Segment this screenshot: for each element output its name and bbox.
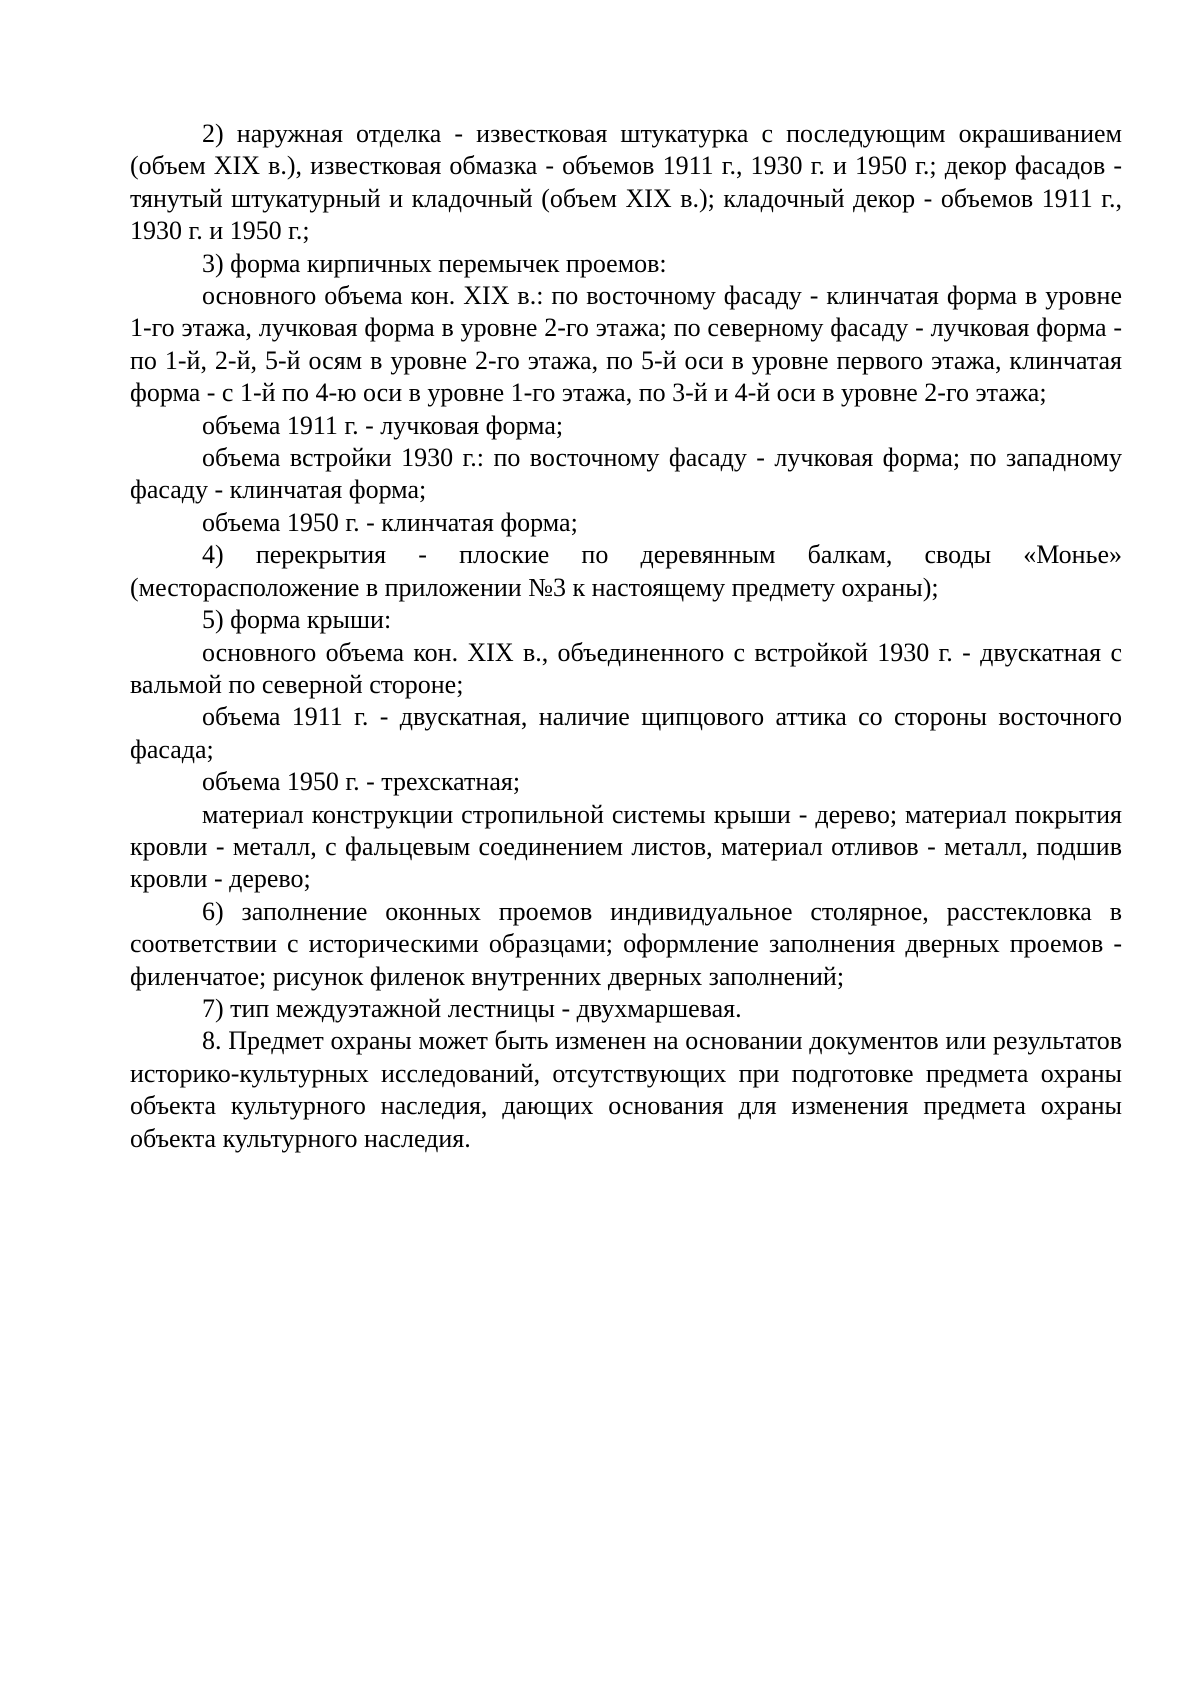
paragraph-lintel-1930: объема встройки 1930 г.: по восточному фасаду - лучковая форма; по западному фасаду - клинчатая форма; [130, 443, 1122, 505]
paragraph-floors: 4) перекрытия - плоские по деревянным балкам, своды «Монье» (месторасположение в приложении №3 к настоящему предмету охраны); [130, 540, 1122, 602]
paragraph-exterior-finish: 2) наружная отделка - известковая штукатурка с последующим окрашиванием (объем XIX в.), известковая обмазка - объемов 1911 г., 1930 г. и 1950 г.; декор фасадов - тянутый штукатурный и кладочный (объем XIX в.); кладочный декор - объемов 1911 г., 1930 г. и 1950 г.; [130, 119, 1122, 246]
paragraph-lintel-main-volume: основного объема кон. XIX в.: по восточному фасаду - клинчатая форма в уровне 1-го этажа, лучковая форма в уровне 2-го этажа; по северному фасаду - лучковая форма - по 1-й, 2-й, 5-й осям в уровне 2-го этажа, по 5-й оси в уровне первого этажа, клинчатая форма - с 1-й по 4-ю оси в уровне 1-го этажа, по 3-й и 4-й оси в уровне 2-го этажа; [130, 281, 1122, 408]
paragraph-windows-doors: 6) заполнение оконных проемов индивидуальное столярное, расстекловка в соответствии с историческими образцами; оформление заполнения дверных проемов - филенчатое; рисунок филенок внутренних дверных заполнений; [130, 896, 1122, 991]
paragraph-lintel-1911: объема 1911 г. - лучковая форма; [202, 410, 564, 440]
paragraph-lintel-heading: 3) форма кирпичных перемычек проемов: [202, 248, 667, 278]
paragraph-roof-materials: материал конструкции стропильной системы крыши - дерево; материал покрытия кровли - металл, с фальцевым соединением листов, материал отливов - металл, подшив кровли - дерево; [130, 799, 1122, 894]
paragraph-roof-1950: объема 1950 г. - трехскатная; [202, 767, 521, 797]
paragraph-roof-1911: объема 1911 г. - двускатная, наличие щипцового аттика со стороны восточного фасада; [130, 702, 1122, 764]
paragraph-roof-heading: 5) форма крыши: [202, 605, 392, 635]
document-body [130, 118, 1122, 1155]
paragraph-lintel-1950: объема 1950 г. - клинчатая форма; [202, 507, 578, 537]
paragraph-roof-main-volume: основного объема кон. XIX в., объединенного с встройкой 1930 г. - двускатная с вальмой по северной стороне; [130, 637, 1122, 699]
paragraph-staircase: 7) тип междуэтажной лестницы - двухмаршевая. [202, 993, 742, 1023]
paragraph-subject-change: 8. Предмет охраны может быть изменен на основании документов или результатов историко-культурных исследований, отсутствующих при подготовке предмета охраны объекта культурного наследия, дающих основания для изменения предмета охраны объекта культурного наследия. [130, 1026, 1122, 1153]
